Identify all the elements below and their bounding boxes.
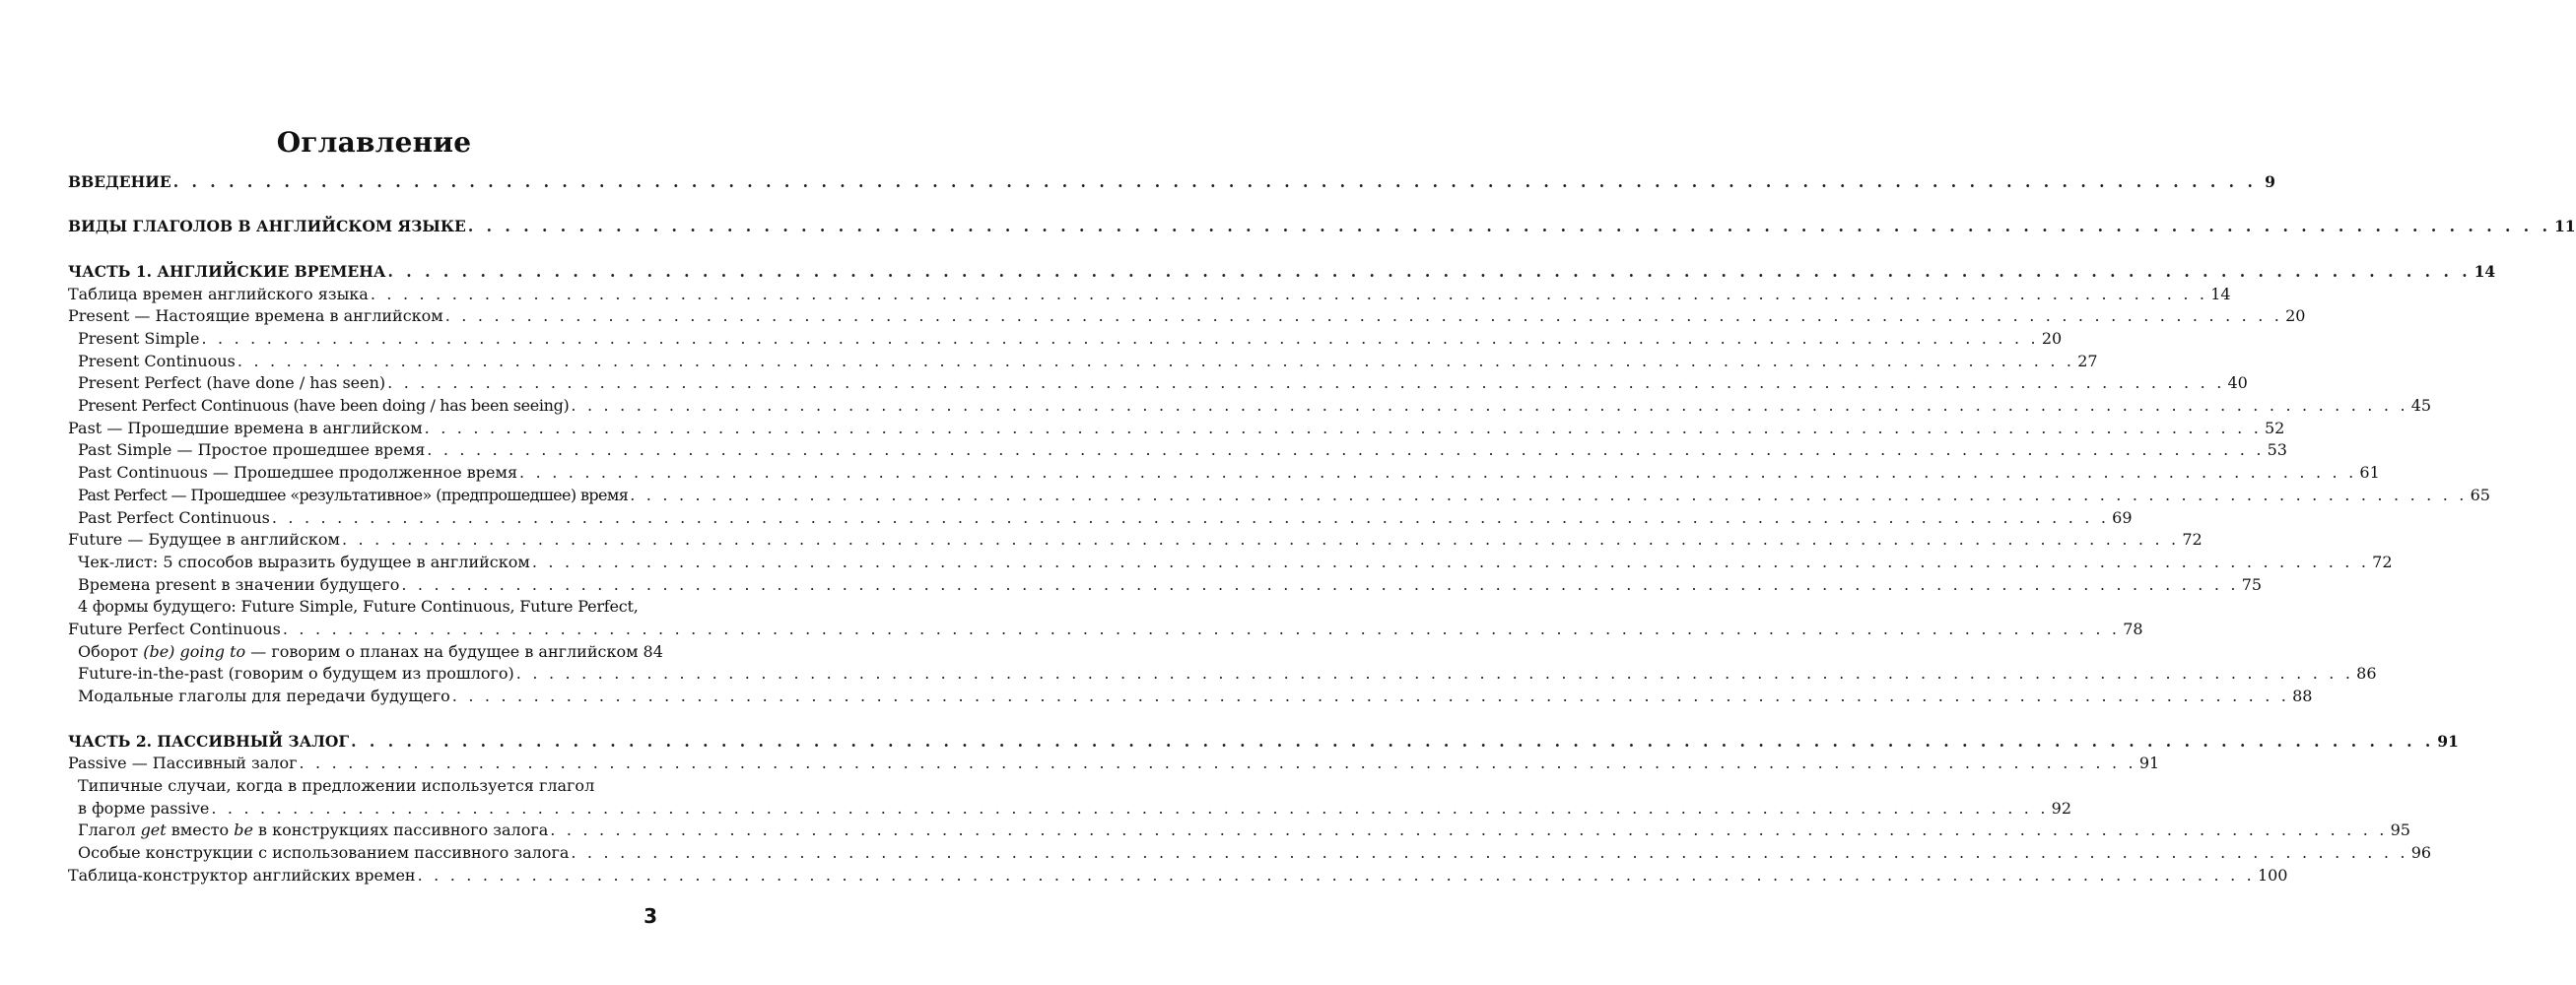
- dot-leader: . . . . . . . . . . . . . . . . . . . . . . . . . . . . . . . . . . . . . . . . . . . . . . . . . . . . . . . . . . . . . . . . . . . . . . . . . . . . . . . . . . . . . . . . . . . . . . . . . . . . . . . . . . . . . . . . .: [211, 798, 2049, 818]
- toc-entry-introduction[interactable]: [68, 171, 2275, 194]
- dot-leader: . . . . . . . . . . . . . . . . . . . . . . . . . . . . . . . . . . . . . . . . . . . . . . . . . . . . . . . . . . . . . . . . . . . . . . . . . . . . . . . . . . . . . . . . . . . . . . . . . . . . . . . . . . . . . . . . .: [351, 731, 2435, 751]
- toc-entry-text: ВВЕДЕНИЕ: [68, 172, 171, 191]
- dot-leader: . . . . . . . . . . . . . . . . . . . . . . . . . . . . . . . . . . . . . . . . . . . . . . . . . . . . . . . . . . . . . . . . . . . . . . . . . . . . . . . . . . . . . . . . . . . . . . . . . . . . . . . . . . . . . . . . .: [550, 821, 2388, 840]
- toc-entry-present-perfect[interactable]: [68, 372, 2248, 395]
- toc-entry-text: Типичные случаи, когда в предложении используется глагол: [78, 775, 595, 795]
- toc-entry-text-italic: (be) going to: [143, 641, 246, 661]
- toc-entry-page: 96: [2410, 842, 2432, 862]
- toc-entry-going-to[interactable]: [68, 641, 663, 664]
- dot-leader: . . . . . . . . . . . . . . . . . . . . . . . . . . . . . . . . . . . . . . . . . . . . . . . . . . . . . . . . . . . . . . . . . . . . . . . . . . . . . . . . . . . . . . . . . . . . . . . . . . . . . . . . . . . . . . . . .: [341, 530, 2180, 550]
- toc-entry-page: 69: [2112, 507, 2133, 527]
- toc-entry-page: 11: [2554, 217, 2576, 236]
- dot-leader: . . . . . . . . . . . . . . . . . . . . . . . . . . . . . . . . . . . . . . . . . . . . . . . . . . . . . . . . . . . . . . . . . . . . . . . . . . . . . . . . . . . . . . . . . . . . . . . . . . . . . . . . . . . . . . . . .: [531, 552, 2370, 571]
- toc-entry-text: Future-in-the-past (говорим о будущем из прошлого): [78, 664, 514, 684]
- toc-entry-past-perfect-continuous[interactable]: [68, 507, 2133, 530]
- toc-entry-page: 75: [2241, 574, 2263, 594]
- toc-entry-text: Времена present в значении будущего: [78, 574, 400, 594]
- dot-leader: . . . . . . . . . . . . . . . . . . . . . . . . . . . . . . . . . . . . . . . . . . . . . . . . . . . . . . . . . . . . . . . . . . . . . . . . . . . . . . . . . . . . . . . . . . . . . . . . . . . . . . . . . . . . . . . . .: [515, 664, 2354, 684]
- dot-leader: . . . . . . . . . . . . . . . . . . . . . . . . . . . . . . . . . . . . . . . . . . . . . . . . . . . . . . . . . . . . . . . . . . . . . . . . . . . . . . . . . . . . . . . . . . . . . . . . . . . . . . . . . . . . . . . . .: [451, 687, 2290, 706]
- toc-entry-page: 95: [2390, 821, 2410, 840]
- toc-entry-page: 20: [2041, 329, 2063, 349]
- toc-entry-present[interactable]: [68, 305, 2306, 328]
- toc-entry-text: Present Perfect Continuous (have been doing / has been seeing): [78, 396, 570, 416]
- toc-entry-part-2[interactable]: [68, 731, 2459, 754]
- toc-entry-text-italic-get: get: [140, 821, 167, 840]
- toc-entry-special-constructions[interactable]: [68, 842, 2432, 865]
- toc-entry-text: [78, 641, 639, 664]
- toc-entry-text: Present Continuous: [78, 351, 236, 370]
- toc-entry-get-instead-of-be[interactable]: [68, 820, 2410, 842]
- toc-entry-past-continuous[interactable]: [68, 462, 2380, 485]
- toc-entry-page: 61: [2359, 463, 2380, 483]
- toc-entry-page: 72: [2372, 552, 2393, 571]
- toc-entry-page: 100: [2257, 865, 2288, 885]
- toc-entry-part-1[interactable]: [68, 261, 2496, 284]
- dot-leader: . . . . . . . . . . . . . . . . . . . . . . . . . . . . . . . . . . . . . . . . . . . . . . . . . . . . . . . . . . . . . . . . . . . . . . . . . . . . . . . . . . . . . . . . . . . . . . . . . . . . . . . . . . . . . . . . .: [282, 619, 2121, 638]
- table-of-contents: [68, 171, 2576, 886]
- toc-entry-text-italic-be: be: [234, 821, 253, 840]
- toc-entry-typical-cases-line2[interactable]: [68, 798, 2072, 821]
- toc-entry-tense-constructor[interactable]: [68, 865, 2288, 887]
- toc-entry-page: 84: [643, 641, 663, 661]
- toc-entry-page: 78: [2123, 619, 2143, 638]
- toc-entry-text-mid: вместо: [166, 821, 235, 840]
- toc-entry-text: [78, 820, 548, 842]
- toc-entry-text: Present — Настоящие времена в английском: [68, 306, 443, 326]
- toc-entry-page: 40: [2227, 373, 2248, 393]
- dot-leader: . . . . . . . . . . . . . . . . . . . . . . . . . . . . . . . . . . . . . . . . . . . . . . . . . . . . . . . . . . . . . . . . . . . . . . . . . . . . . . . . . . . . . . . . . . . . . . . . . . . . . . . . . . . . . . . . .: [519, 463, 2357, 483]
- dot-leader: . . . . . . . . . . . . . . . . . . . . . . . . . . . . . . . . . . . . . . . . . . . . . . . . . . . . . . . . . . . . . . . . . . . . . . . . . . . . . . . . . . . . . . . . . . . . . . . . . . . . . . . . . . . . . . . . .: [467, 217, 2551, 236]
- toc-entry-text: 4 формы будущего: Future Simple, Future Continuous, Future Perfect,: [78, 597, 639, 617]
- toc-entry-page: 91: [2437, 731, 2459, 751]
- toc-entry-page: 91: [2138, 754, 2160, 773]
- toc-entry-text: ВИДЫ ГЛАГОЛОВ В АНГЛИЙСКОМ ЯЗЫКЕ: [68, 217, 466, 236]
- toc-entry-text-after: — говорим о планах на будущее в английском: [245, 641, 639, 661]
- toc-entry-text: Чек-лист: 5 способов выразить будущее в английском: [78, 552, 530, 571]
- toc-entry-text: Past Simple — Простое прошедшее время: [78, 440, 426, 460]
- toc-entry-text: Present Simple: [78, 329, 200, 349]
- toc-entry-past-perfect[interactable]: [68, 485, 2490, 507]
- toc-entry-page: 92: [2051, 798, 2072, 818]
- dot-leader: . . . . . . . . . . . . . . . . . . . . . . . . . . . . . . . . . . . . . . . . . . . . . . . . . . . . . . . . . . . . . . . . . . . . . . . . . . . . . . . . . . . . . . . . . . . . . . . . . . . . . . . . . . . . . . . . .: [571, 396, 2408, 416]
- toc-title: Оглавление: [276, 126, 472, 159]
- toc-entry-future[interactable]: [68, 529, 2203, 552]
- toc-entry-future-in-the-past[interactable]: [68, 663, 2377, 686]
- toc-entry-text: Особые конструкции с использованием пассивного залога: [78, 842, 570, 862]
- toc-entry-text: Модальные глаголы для передачи будущего: [78, 687, 450, 706]
- toc-entry-text: Past Perfect — Прошедшее «результативное» (предпрошедшее) время: [78, 485, 629, 504]
- toc-entry-page: 86: [2356, 664, 2377, 684]
- toc-entry-page: 27: [2077, 351, 2098, 370]
- toc-entry-page: 14: [2474, 261, 2496, 281]
- toc-entry-present-as-future[interactable]: [68, 574, 2263, 597]
- toc-entry-passive[interactable]: [68, 753, 2160, 775]
- toc-entry-text: Passive — Пассивный залог: [68, 754, 298, 773]
- toc-entry-page: 53: [2267, 440, 2287, 460]
- toc-entry-page: 45: [2410, 396, 2432, 416]
- dot-leader: . . . . . . . . . . . . . . . . . . . . . . . . . . . . . . . . . . . . . . . . . . . . . . . . . . . . . . . . . . . . . . . . . . . . . . . . . . . . . . . . . . . . . . . . . . . . . . . . . . . . . . . . . . . . . . . . .: [401, 574, 2239, 594]
- dot-leader: . . . . . . . . . . . . . . . . . . . . . . . . . . . . . . . . . . . . . . . . . . . . . . . . . . . . . . . . . . . . . . . . . . . . . . . . . . . . . . . . . . . . . . . . . . . . . . . . . . . . . . . . . . . . . . . . .: [387, 261, 2472, 281]
- toc-entry-four-future-forms-line1[interactable]: [68, 596, 659, 619]
- toc-entry-tense-table[interactable]: [68, 284, 2231, 306]
- dot-leader: . . . . . . . . . . . . . . . . . . . . . . . . . . . . . . . . . . . . . . . . . . . . . . . . . . . . . . . . . . . . . . . . . . . . . . . . . . . . . . . . . . . . . . . . . . . . . . . . . . . . . . . . . . . . . . . . .: [571, 842, 2408, 862]
- toc-entry-page: 20: [2285, 306, 2306, 326]
- toc-entry-modal-verbs[interactable]: [68, 686, 2313, 708]
- toc-entry-present-perfect-continuous[interactable]: [68, 395, 2432, 418]
- toc-entry-text: Таблица времен английского языка: [68, 284, 369, 303]
- dot-leader: . . . . . . . . . . . . . . . . . . . . . . . . . . . . . . . . . . . . . . . . . . . . . . . . . . . . . . . . . . . . . . . . . . . . . . . . . . . . . . . . . . . . . . . . . . . . . . . . . . . . . . . . . . . . . . . . .: [299, 754, 2136, 773]
- toc-entry-text: ЧАСТЬ 1. АНГЛИЙСКИЕ ВРЕМЕНА: [68, 261, 386, 281]
- toc-entry-future-checklist[interactable]: [68, 552, 2393, 574]
- toc-entry-verb-types[interactable]: [68, 216, 2576, 238]
- toc-entry-text: в форме passive: [78, 798, 210, 818]
- dot-leader: . . . . . . . . . . . . . . . . . . . . . . . . . . . . . . . . . . . . . . . . . . . . . . . . . . . . . . . . . . . . . . . . . . . . . . . . . . . . . . . . . . . . . . . . . . . . . . . . . . . . . . . . . . . . . . . . .: [201, 329, 2039, 349]
- toc-entry-text-before: Оборот: [78, 641, 144, 661]
- dot-leader: . . . . . . . . . . . . . . . . . . . . . . . . . . . . . . . . . . . . . . . . . . . . . . . . . . . . . . . . . . . . . . . . . . . . . . . . . . . . . . . . . . . . . . . . . . . . . . . . . . . . . . . . . . . . . . . . .: [387, 373, 2225, 393]
- dot-leader: . . . . . . . . . . . . . . . . . . . . . . . . . . . . . . . . . . . . . . . . . . . . . . . . . . . . . . . . . . . . . . . . . . . . . . . . . . . . . . . . . . . . . . . . . . . . . . . . . . . . . . . . . . . . . . . . .: [237, 351, 2075, 370]
- toc-entry-present-simple[interactable]: [68, 328, 2063, 351]
- dot-leader: . . . . . . . . . . . . . . . . . . . . . . . . . . . . . . . . . . . . . . . . . . . . . . . . . . . . . . . . . . . . . . . . . . . . . . . . . . . . . . . . . . . . . . . . . . . . . . . . . . . . . . . . . . . . . . . . .: [417, 865, 2255, 885]
- dot-leader: . . . . . . . . . . . . . . . . . . . . . . . . . . . . . . . . . . . . . . . . . . . . . . . . . . . . . . . . . . . . . . . . . . . . . . . . . . . . . . . . . . . . . . . . . . . . . . . . . . . . . . . . . . . . . . . . .: [424, 418, 2262, 437]
- toc-entry-text-after: в конструкциях пассивного залога: [252, 821, 549, 840]
- toc-entry-text: Past — Прошедшие времена в английском: [68, 418, 423, 437]
- toc-entry-text: Future Perfect Continuous: [68, 619, 281, 638]
- toc-entry-page: 88: [2292, 687, 2313, 706]
- toc-entry-page: 9: [2265, 172, 2275, 191]
- toc-entry-page: 72: [2182, 530, 2203, 550]
- toc-entry-text-before: Глагол: [78, 821, 141, 840]
- toc-entry-page: 65: [2470, 485, 2490, 504]
- toc-entry-text: ЧАСТЬ 2. ПАССИВНЫЙ ЗАЛОГ: [68, 731, 350, 751]
- toc-entry-typical-cases-line1[interactable]: [68, 775, 659, 798]
- toc-entry-text: Future — Будущее в английском: [68, 530, 340, 550]
- dot-leader: . . . . . . . . . . . . . . . . . . . . . . . . . . . . . . . . . . . . . . . . . . . . . . . . . . . . . . . . . . . . . . . . . . . . . . . . . . . . . . . . . . . . . . . . . . . . . . . . . . . . . . . . . . . . . . . . .: [370, 284, 2208, 303]
- dot-leader: . . . . . . . . . . . . . . . . . . . . . . . . . . . . . . . . . . . . . . . . . . . . . . . . . . . . . . . . . . . . . . . . . . . . . . . . . . . . . . . . . . . . . . . . . . . . . . . . . . . . . . . . . . . . . . . . .: [427, 440, 2265, 460]
- dot-leader: . . . . . . . . . . . . . . . . . . . . . . . . . . . . . . . . . . . . . . . . . . . . . . . . . . . . . . . . . . . . . . . . . . . . . . . . . . . . . . . . . . . . . . . . . . . . . . . . . . . . . . . . . . . . . . . . .: [630, 485, 2468, 504]
- toc-entry-text: Таблица-конструктор английских времен: [68, 865, 416, 885]
- toc-entry-past[interactable]: [68, 418, 2285, 440]
- toc-entry-four-future-forms-line2[interactable]: [68, 619, 2143, 641]
- toc-entry-text: Past Perfect Continuous: [78, 507, 270, 527]
- toc-entry-text: Past Continuous — Прошедшее продолженное время: [78, 463, 518, 483]
- dot-leader: . . . . . . . . . . . . . . . . . . . . . . . . . . . . . . . . . . . . . . . . . . . . . . . . . . . . . . . . . . . . . . . . . . . . . . . . . . . . . . . . . . . . . . . . . . . . . . . . . . . . . . . . . . . . . . . . .: [172, 172, 2257, 191]
- dot-leader: . . . . . . . . . . . . . . . . . . . . . . . . . . . . . . . . . . . . . . . . . . . . . . . . . . . . . . . . . . . . . . . . . . . . . . . . . . . . . . . . . . . . . . . . . . . . . . . . . . . . . . . . . . . . . . . . .: [271, 507, 2110, 527]
- toc-entry-page: 52: [2265, 418, 2285, 437]
- toc-entry-text: Present Perfect (have done / has seen): [78, 373, 386, 393]
- toc-entry-present-continuous[interactable]: [68, 351, 2098, 373]
- toc-entry-page: 14: [2210, 284, 2231, 303]
- page-number: 3: [644, 904, 657, 928]
- dot-leader: . . . . . . . . . . . . . . . . . . . . . . . . . . . . . . . . . . . . . . . . . . . . . . . . . . . . . . . . . . . . . . . . . . . . . . . . . . . . . . . . . . . . . . . . . . . . . . . . . . . . . . . . . . . . . . . . .: [444, 306, 2283, 326]
- toc-entry-past-simple[interactable]: [68, 439, 2287, 462]
